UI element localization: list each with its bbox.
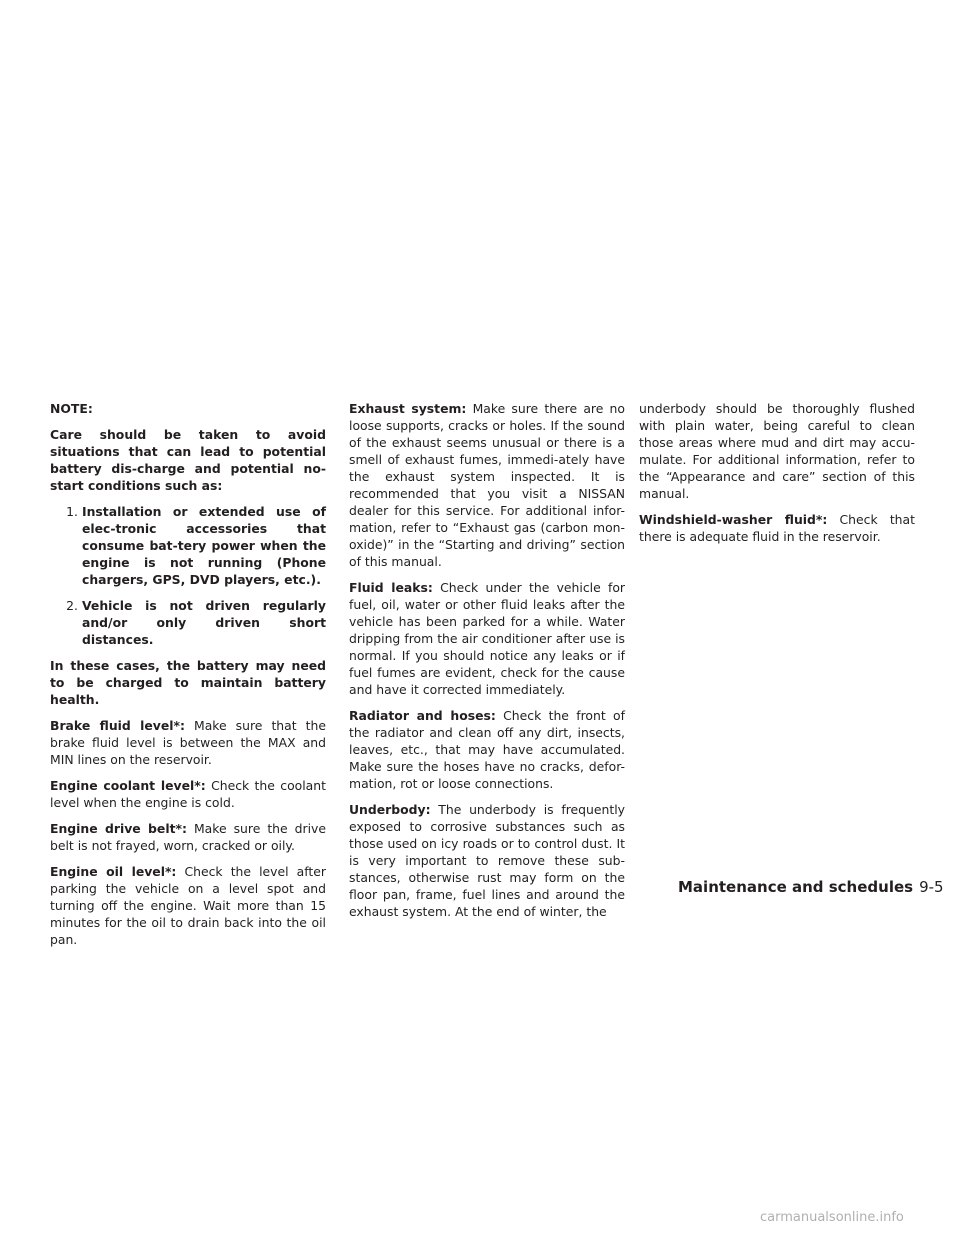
paragraph-lead: Radiator and hoses: — [349, 708, 496, 723]
note-list — [50, 503, 326, 648]
paragraph-lead: Underbody: — [349, 802, 431, 817]
watermark: carmanualsonline.info — [760, 1210, 904, 1225]
column-middle — [349, 400, 625, 929]
list-item — [50, 597, 326, 648]
paragraph-fluid-leaks — [349, 579, 625, 698]
note-conclusion: In these cases, the battery may need to be charged to maintain battery health. — [50, 658, 326, 707]
paragraph-lead: Exhaust system: — [349, 401, 467, 416]
list-item — [50, 503, 326, 588]
note-heading: NOTE: — [50, 401, 93, 416]
column-left — [50, 400, 326, 957]
paragraph-radiator-hoses — [349, 707, 625, 792]
paragraph-body: Check under the vehicle for fuel, oil, water or other fluid leaks after the vehicle has been parked for a while. Water dripping from the air conditioner after use is normal. If you should notice any leaks or if fuel fumes are evident, check for the cause and have it corrected immediately. — [349, 580, 625, 697]
paragraph-body: Make sure the drive belt is not frayed, worn, cracked or oily. — [50, 821, 327, 853]
paragraph-lead: Engine oil level*: — [50, 864, 177, 879]
list-text: Vehicle is not driven regularly and/or only driven short distances. — [82, 598, 326, 647]
paragraph-body: Check that there is adequate fluid in the reservoir. — [639, 512, 915, 544]
paragraph-body: The underbody is frequently exposed to corrosive substances such as those used on icy roads or to control dust. It is very important to remove these sub-stances, otherwise rust may form on the floor pan, frame, fuel lines and around the exhaust system. At the end of winter, the — [349, 802, 625, 919]
paragraph-underbody-continued: underbody should be thoroughly flushed with plain water, being careful to clean those areas where mud and dirt may accu-mulate. For additional information, refer to the “Appearance and care” section of this manual. — [639, 401, 915, 501]
paragraph-washer-fluid — [639, 511, 915, 545]
paragraph-body: Check the coolant level when the engine is cold. — [50, 778, 326, 810]
paragraph-lead: Brake fluid level*: — [50, 718, 185, 733]
paragraph-body: Make sure there are no loose supports, cracks or holes. If the sound of the exhaust seems unusual or there is a smell of exhaust fumes, immedi-ately have the exhaust system inspected. It is recommended that you visit a NISSAN dealer for this service. For additional infor-mation, refer to “Exhaust gas (carbon mon-oxide)” in the “Starting and driving” section of this manual. — [349, 401, 625, 569]
list-number: 2. — [66, 598, 78, 613]
paragraph-exhaust-system — [349, 400, 625, 570]
section-title: Maintenance and schedules — [678, 878, 914, 896]
paragraph-lead: Engine coolant level*: — [50, 778, 206, 793]
paragraph-engine-oil — [50, 863, 326, 948]
paragraph-underbody — [349, 801, 625, 920]
paragraph-lead: Engine drive belt*: — [50, 821, 187, 836]
paragraph-body: Check the front of the radiator and clean off any dirt, insects, leaves, etc., that may have accumulated. Make sure the hoses have no cracks, defor-mation, rot or loose connections. — [349, 708, 625, 791]
list-text: Installation or extended use of elec-tronic accessories that consume bat-tery power when the engine is not running (Phone chargers, GPS, DVD players, etc.). — [82, 504, 326, 587]
paragraph-body: Make sure that the brake fluid level is between the MAX and MIN lines on the reservoir. — [50, 718, 326, 767]
note-intro: Care should be taken to avoid situations that can lead to potential battery dis-charge and potential no-start conditions such as: — [50, 427, 326, 493]
paragraph-drive-belt — [50, 820, 326, 854]
column-right — [639, 400, 915, 554]
page-footer — [678, 877, 944, 897]
paragraph-lead: Fluid leaks: — [349, 580, 433, 595]
paragraph-brake-fluid — [50, 717, 326, 768]
paragraph-lead: Windshield-washer fluid*: — [639, 512, 828, 527]
paragraph-engine-coolant — [50, 777, 326, 811]
paragraph-body: Check the level after parking the vehicle on a level spot and turning off the engine. Wait more than 15 minutes for the oil to drain back into the oil pan. — [50, 864, 326, 947]
list-number: 1. — [66, 504, 78, 519]
page-number: 9-5 — [919, 878, 944, 896]
